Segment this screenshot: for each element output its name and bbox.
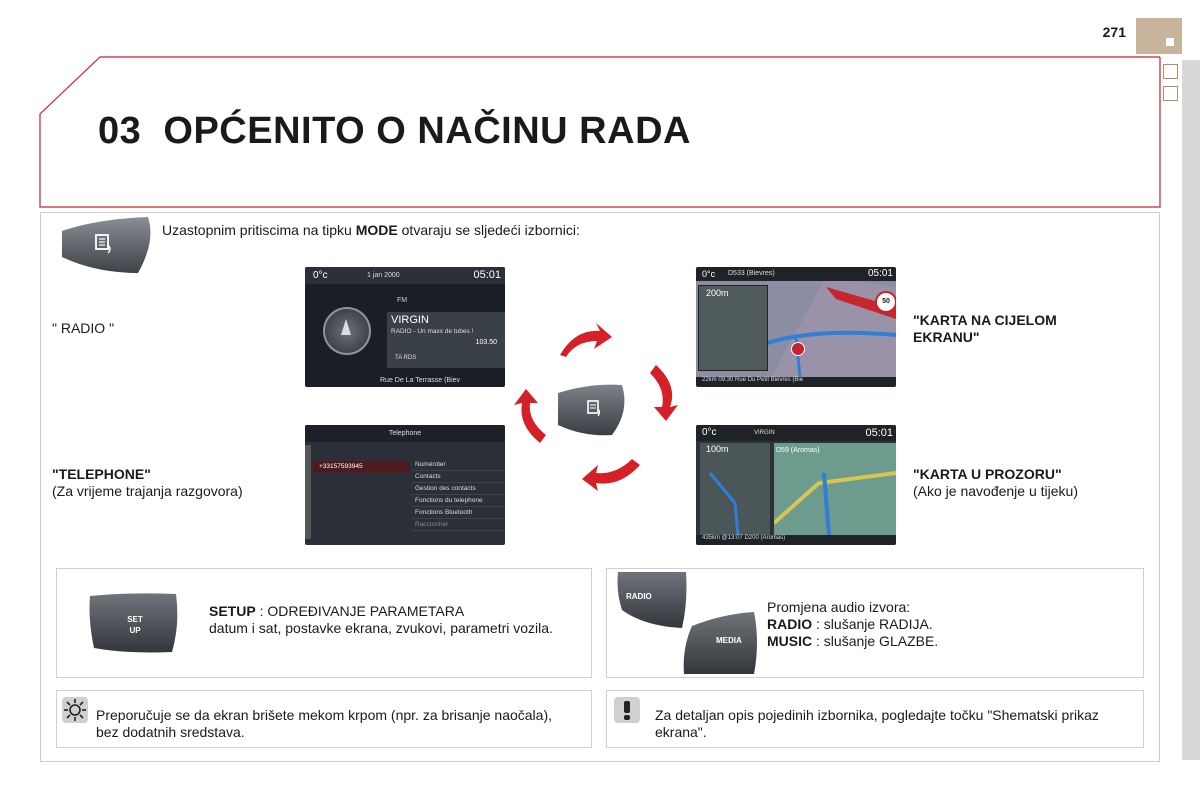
cleaning-tip-text: Preporučuje se da ekran brišete mekom krpom (npr. za brisanje naočala), bez dodatnih sredstava. [96, 707, 552, 740]
chapter-number: 03 [98, 110, 142, 152]
radio-mode-label: " RADIO " [52, 320, 115, 336]
audio-description: Promjena audio izvora: RADIO : slušanje RADIJA. MUSIC : slušanje GLAZBE. [767, 599, 939, 649]
title-frame [0, 0, 1200, 212]
mode-cycle-arrows [500, 315, 700, 505]
sun-tip-icon [62, 697, 88, 723]
warning-icon [614, 697, 640, 723]
telephone-menu-item: Gestion des contacts [411, 483, 505, 495]
map-full-mode-label: "KARTA NA CIJELOM EKRANU" [913, 312, 1057, 345]
map-window-screen: 0°c VIRGIN 05:01 100m D59 (Aromas) 435km @13:07 D200 (Aromas) [696, 425, 896, 545]
setup-description: SETUP : ODREĐIVANJE PARAMETARA datum i sat, postavke ekrana, zvukovi, parametri vozila. [209, 603, 553, 636]
intro-text: Uzastopnim pritiscima na tipku MODE otvaraju se sljedeći izbornici: [162, 222, 580, 238]
map-window-mode-label: "KARTA U PROZORU" (Ako je navođenje u tijeku) [913, 466, 1078, 499]
page-title [98, 110, 691, 153]
telephone-menu-item: Numéroter [411, 459, 505, 471]
telephone-menu-item: Fonctions du telephone [411, 495, 505, 507]
detail-tip-text: Za detaljan opis pojedinih izbornika, pogledajte točku "Shematski prikaz ekrana". [655, 707, 1099, 740]
car-position-icon [791, 342, 805, 356]
chapter-title: OPĆENITO O NAČINU RADA [163, 110, 691, 152]
map-full-screen: 0°c D533 (Bievres) 05:01 200m 50 22km 09:30 Rue Du Petit Bievres (Bie [696, 267, 896, 387]
page-number: 271 [1102, 24, 1126, 40]
telephone-menu-item: Raccrocher [411, 519, 505, 531]
telephone-menu-item: Contacts [411, 471, 505, 483]
setup-button-label: SET UP [127, 615, 143, 635]
mode-button-icon [56, 215, 156, 277]
media-button-label: MEDIA [716, 636, 742, 645]
telephone-mode-label: "TELEPHONE" (Za vrijeme trajanja razgovora) [52, 466, 243, 499]
telephone-screen: Telephone +33157593945 Numéroter Contacts Gestion des contacts Fonctions du telephone Fonctions Bluetooth Raccrocher [305, 425, 505, 545]
telephone-menu-item: Fonctions Bluetooth [411, 507, 505, 519]
radio-button-label: RADIO [626, 592, 652, 601]
radio-screen: 0°c 1 jan 2000 05:01 FM VIRGIN RADIO - Un maxx de tubes ! 103.50 TA RDS Rue De La Terrasse (Biev [305, 267, 505, 387]
